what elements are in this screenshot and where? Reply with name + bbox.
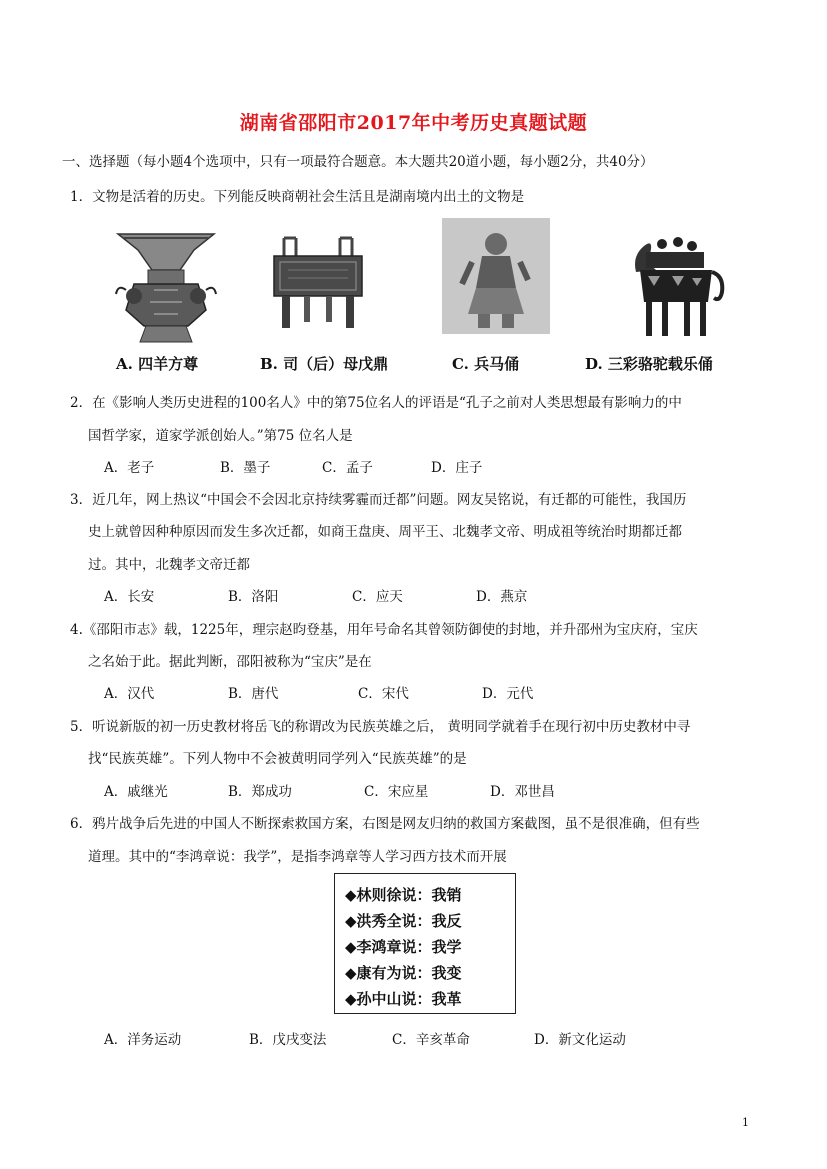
option-a[interactable]: A．老子 — [104, 460, 155, 476]
caption-b: B. 司（后）母戊鼎 — [260, 355, 389, 373]
question-2-line-2: 国哲学家，道家学派创始人。”第75 位名人是 — [88, 428, 353, 444]
scheme-item: ◆康有为说：我变 — [345, 964, 462, 982]
scheme-item: ◆孙中山说：我革 — [345, 990, 462, 1008]
option-b[interactable]: B．洛阳 — [228, 589, 279, 605]
sancai-camel-image — [622, 232, 726, 342]
option-c[interactable]: C．宋应星 — [364, 784, 429, 800]
option-c[interactable]: C．应天 — [352, 589, 403, 605]
question-3-line-3: 过。其中，北魏孝文帝迁都 — [88, 557, 250, 573]
scheme-box — [334, 873, 516, 1014]
option-b[interactable]: B．唐代 — [228, 686, 279, 702]
option-a[interactable]: A．洋务运动 — [104, 1032, 182, 1048]
scheme-item: ◆洪秀全说：我反 — [345, 912, 462, 930]
question-5-line-2: 找“民族英雄”。下列人物中不会被黄明同学列入“民族英雄”的是 — [88, 751, 467, 767]
option-c[interactable]: C．辛亥革命 — [392, 1032, 470, 1048]
question-5-line-1: 5．听说新版的初一历史教材将岳飞的称谓改为民族英雄之后， 黄明同学就着手在现行初中历史教材中寻 — [70, 719, 691, 735]
option-d[interactable]: D．燕京 — [476, 589, 528, 605]
question-1-text: 1．文物是活着的历史。下列能反映商朝社会生活且是湖南境内出土的文物是 — [70, 189, 525, 205]
option-c[interactable]: C．宋代 — [358, 686, 409, 702]
bronze-zun-vessel-image — [110, 228, 222, 346]
bronze-ding-cauldron-image — [268, 232, 368, 332]
option-a[interactable]: A．戚继光 — [104, 784, 168, 800]
caption-d: D. 三彩骆驼载乐俑 — [585, 355, 713, 373]
option-d[interactable]: D．新文化运动 — [534, 1032, 626, 1048]
option-d[interactable]: D．邓世昌 — [490, 784, 555, 800]
caption-c: C. 兵马俑 — [452, 355, 520, 373]
option-a[interactable]: A．汉代 — [104, 686, 155, 702]
question-4-line-2: 之名始于此。据此判断，邵阳被称为“宝庆”是在 — [88, 654, 372, 670]
terracotta-warrior-image — [442, 218, 550, 334]
option-d[interactable]: D．元代 — [482, 686, 534, 702]
question-3-line-1: 3．近几年，网上热议“中国会不会因北京持续雾霾而迁都”问题。网友吴铭说，有迁都的可能性，我国历 — [70, 492, 687, 508]
page-title: 湖南省邵阳市2017年中考历史真题试题 — [239, 112, 588, 134]
question-4-line-1: 4.《邵阳市志》载，1225年，理宗赵昀登基，用年号命名其曾领防御使的封地，并升邵州为宝庆府，宝庆 — [70, 622, 698, 638]
question-2-line-1: 2．在《影响人类历史进程的100名人》中的第75位名人的评语是“孔子之前对人类思想最有影响力的中 — [70, 395, 682, 411]
option-b[interactable]: B．戊戌变法 — [249, 1032, 327, 1048]
page-number: 1 — [742, 1116, 749, 1129]
section-heading: 一、选择题（每小题4个选项中，只有一项最符合题意。本大题共20道小题，每小题2分，共40分） — [62, 154, 654, 170]
option-a[interactable]: A．长安 — [104, 589, 155, 605]
option-c[interactable]: C．孟子 — [322, 460, 373, 476]
question-6-line-1: 6．鸦片战争后先进的中国人不断探索救国方案，右图是网友归纳的救国方案截图，虽不是很准确，但有些 — [70, 816, 700, 832]
scheme-item: ◆林则徐说：我销 — [345, 886, 462, 904]
question-6-line-2: 道理。其中的“李鸿章说：我学”，是指李鸿章等人学习西方技术而开展 — [88, 849, 507, 865]
option-b[interactable]: B．郑成功 — [228, 784, 292, 800]
option-b[interactable]: B．墨子 — [220, 460, 271, 476]
caption-a: A. 四羊方尊 — [116, 355, 199, 373]
option-d[interactable]: D．庄子 — [431, 460, 483, 476]
question-3-line-2: 史上就曾因种种原因而发生多次迁都，如商王盘庚、周平王、北魏孝文帝、明成祖等统治时期都迁都 — [88, 524, 682, 540]
scheme-item: ◆李鸿章说：我学 — [345, 938, 462, 956]
